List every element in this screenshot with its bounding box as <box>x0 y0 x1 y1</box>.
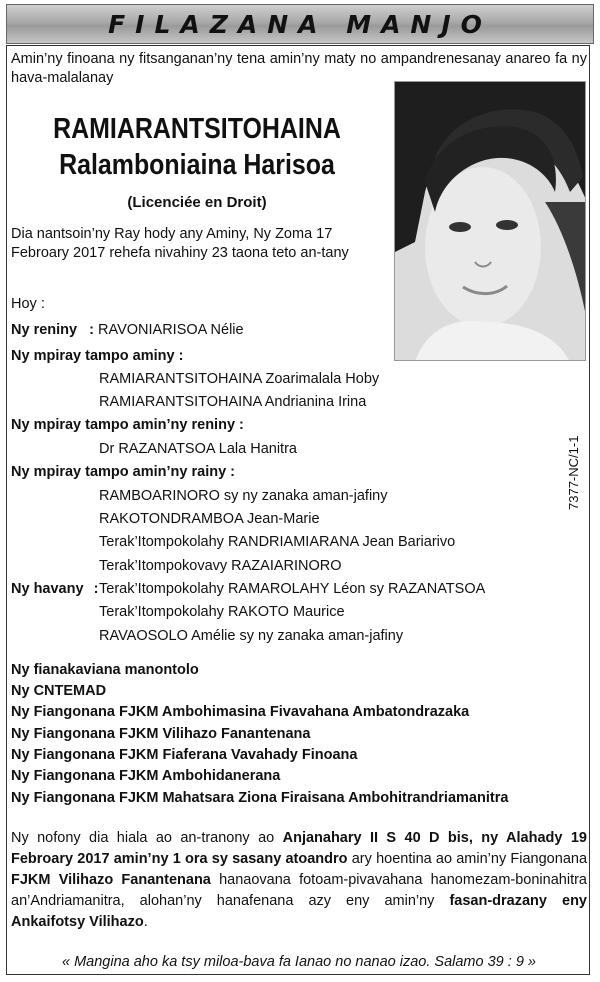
mother-sibling-item: Dr RAZANATSOA Lala Hanitra <box>99 441 297 457</box>
relative-item: Terak’Itompokolahy RAMAROLAHY Léon sy RAZANATSOA <box>99 581 486 597</box>
mother-row <box>11 321 244 340</box>
deceased-title: (Licenciée en Droit) <box>127 194 267 211</box>
header-title: FILAZANA MANJO <box>108 9 492 39</box>
mother-label: Ny reniny <box>11 322 78 338</box>
organization-item: Ny CNTEMAD <box>11 683 107 699</box>
organization-item: Ny Fiangonana FJKM Ambohimasina Fivavahana Ambatondrazaka <box>11 704 470 720</box>
relative-item: Terak’Itompokolahy RAKOTO Maurice <box>99 604 345 620</box>
bible-quote: « Mangina aho ka tsy miloa-bava fa Ianao no nanao izao. Salamo 39 : 9 » <box>62 954 536 970</box>
organization-item: Ny Fiangonana FJKM Mahatsara Ziona Firaisana Ambohitrandriamanitra <box>11 790 509 806</box>
organization-item: Ny fianakaviana manontolo <box>11 662 199 678</box>
portrait-illustration <box>395 82 586 361</box>
sibling-item: RAMIARANTSITOHAINA Andrianina Irina <box>99 394 367 410</box>
funeral-church: FJKM Vilihazo Fanantenana <box>11 872 211 888</box>
deceased-surname: RAMIARANTSITOHAINA <box>53 113 341 145</box>
father-sibling-item: RAKOTONDRAMBOA Jean-Marie <box>99 511 320 527</box>
funeral-text: ary hoentina ao amin’ny Fiangonana <box>347 851 588 867</box>
intro-text: Amin’ny finoana ny fitsanganan’ny tena amin’ny maty no ampandrenesanay anareo fa ny hava-malalanay <box>11 51 587 86</box>
relative-item: RAVAOSOLO Amélie sy ny zanaka aman-jafiny <box>99 628 404 644</box>
siblings-label: Ny mpiray tampo aminy : <box>11 348 184 364</box>
organization-item: Ny Fiangonana FJKM Fiaferana Vavahady Finoana <box>11 747 358 763</box>
funeral-text: . <box>143 914 148 930</box>
deceased-given-names: Ralamboniaina Harisoa <box>59 149 335 181</box>
father-sibling-item: RAMBOARINORO sy ny zanaka aman-jafiny <box>99 488 388 504</box>
hoy-label: Hoy : <box>11 296 45 312</box>
father-sibling-item: Terak’Itompokovavy RAZAIARINORO <box>99 558 342 574</box>
portrait-photo <box>394 81 586 361</box>
funeral-address-time: Anjanahary II S 40 D bis, ny Alahady 19 Febroary 2017 amin’ny 1 ora sy sasany atoandro <box>11 830 587 867</box>
relatives-label: Ny havany <box>11 581 84 597</box>
father-siblings-label: Ny mpiray tampo amin’ny rainy : <box>11 464 236 480</box>
burial-place: fasan-drazany eny Ankaifotsy Vilihazo <box>11 893 587 930</box>
organization-item: Ny Fiangonana FJKM Vilihazo Fanantenana <box>11 726 311 742</box>
funeral-text: hanaovana fotoam-pivavahana hanomezam-boninahitra an’Andriamanitra, alohan’ny hanafenana azy eny amin’ny <box>11 872 587 909</box>
mother-separator: : <box>89 322 94 338</box>
header-banner <box>6 4 594 44</box>
father-sibling-item: Terak’Itompokolahy RANDRIAMIARANA Jean Bariarivo <box>99 534 456 550</box>
mother-siblings-label: Ny mpiray tampo amin’ny reniny : <box>11 417 244 433</box>
funeral-details <box>11 828 587 933</box>
mother-name: RAVONIARISOA Nélie <box>98 322 244 338</box>
sibling-item: RAMIARANTSITOHAINA Zoarimalala Hoby <box>99 371 380 387</box>
relatives-separator: : <box>93 581 99 597</box>
reference-code: 7377-NC/1-1 <box>566 435 581 510</box>
death-announcement: Dia nantsoin’ny Ray hody any Aminy, Ny Zoma 17 Febroary 2017 rehefa nivahiny 23 taona teto an-tany <box>11 226 349 261</box>
relatives-row <box>11 580 98 599</box>
funeral-text: Ny nofony dia hiala ao an-tranony ao <box>11 830 283 846</box>
organization-item: Ny Fiangonana FJKM Ambohidanerana <box>11 768 281 784</box>
